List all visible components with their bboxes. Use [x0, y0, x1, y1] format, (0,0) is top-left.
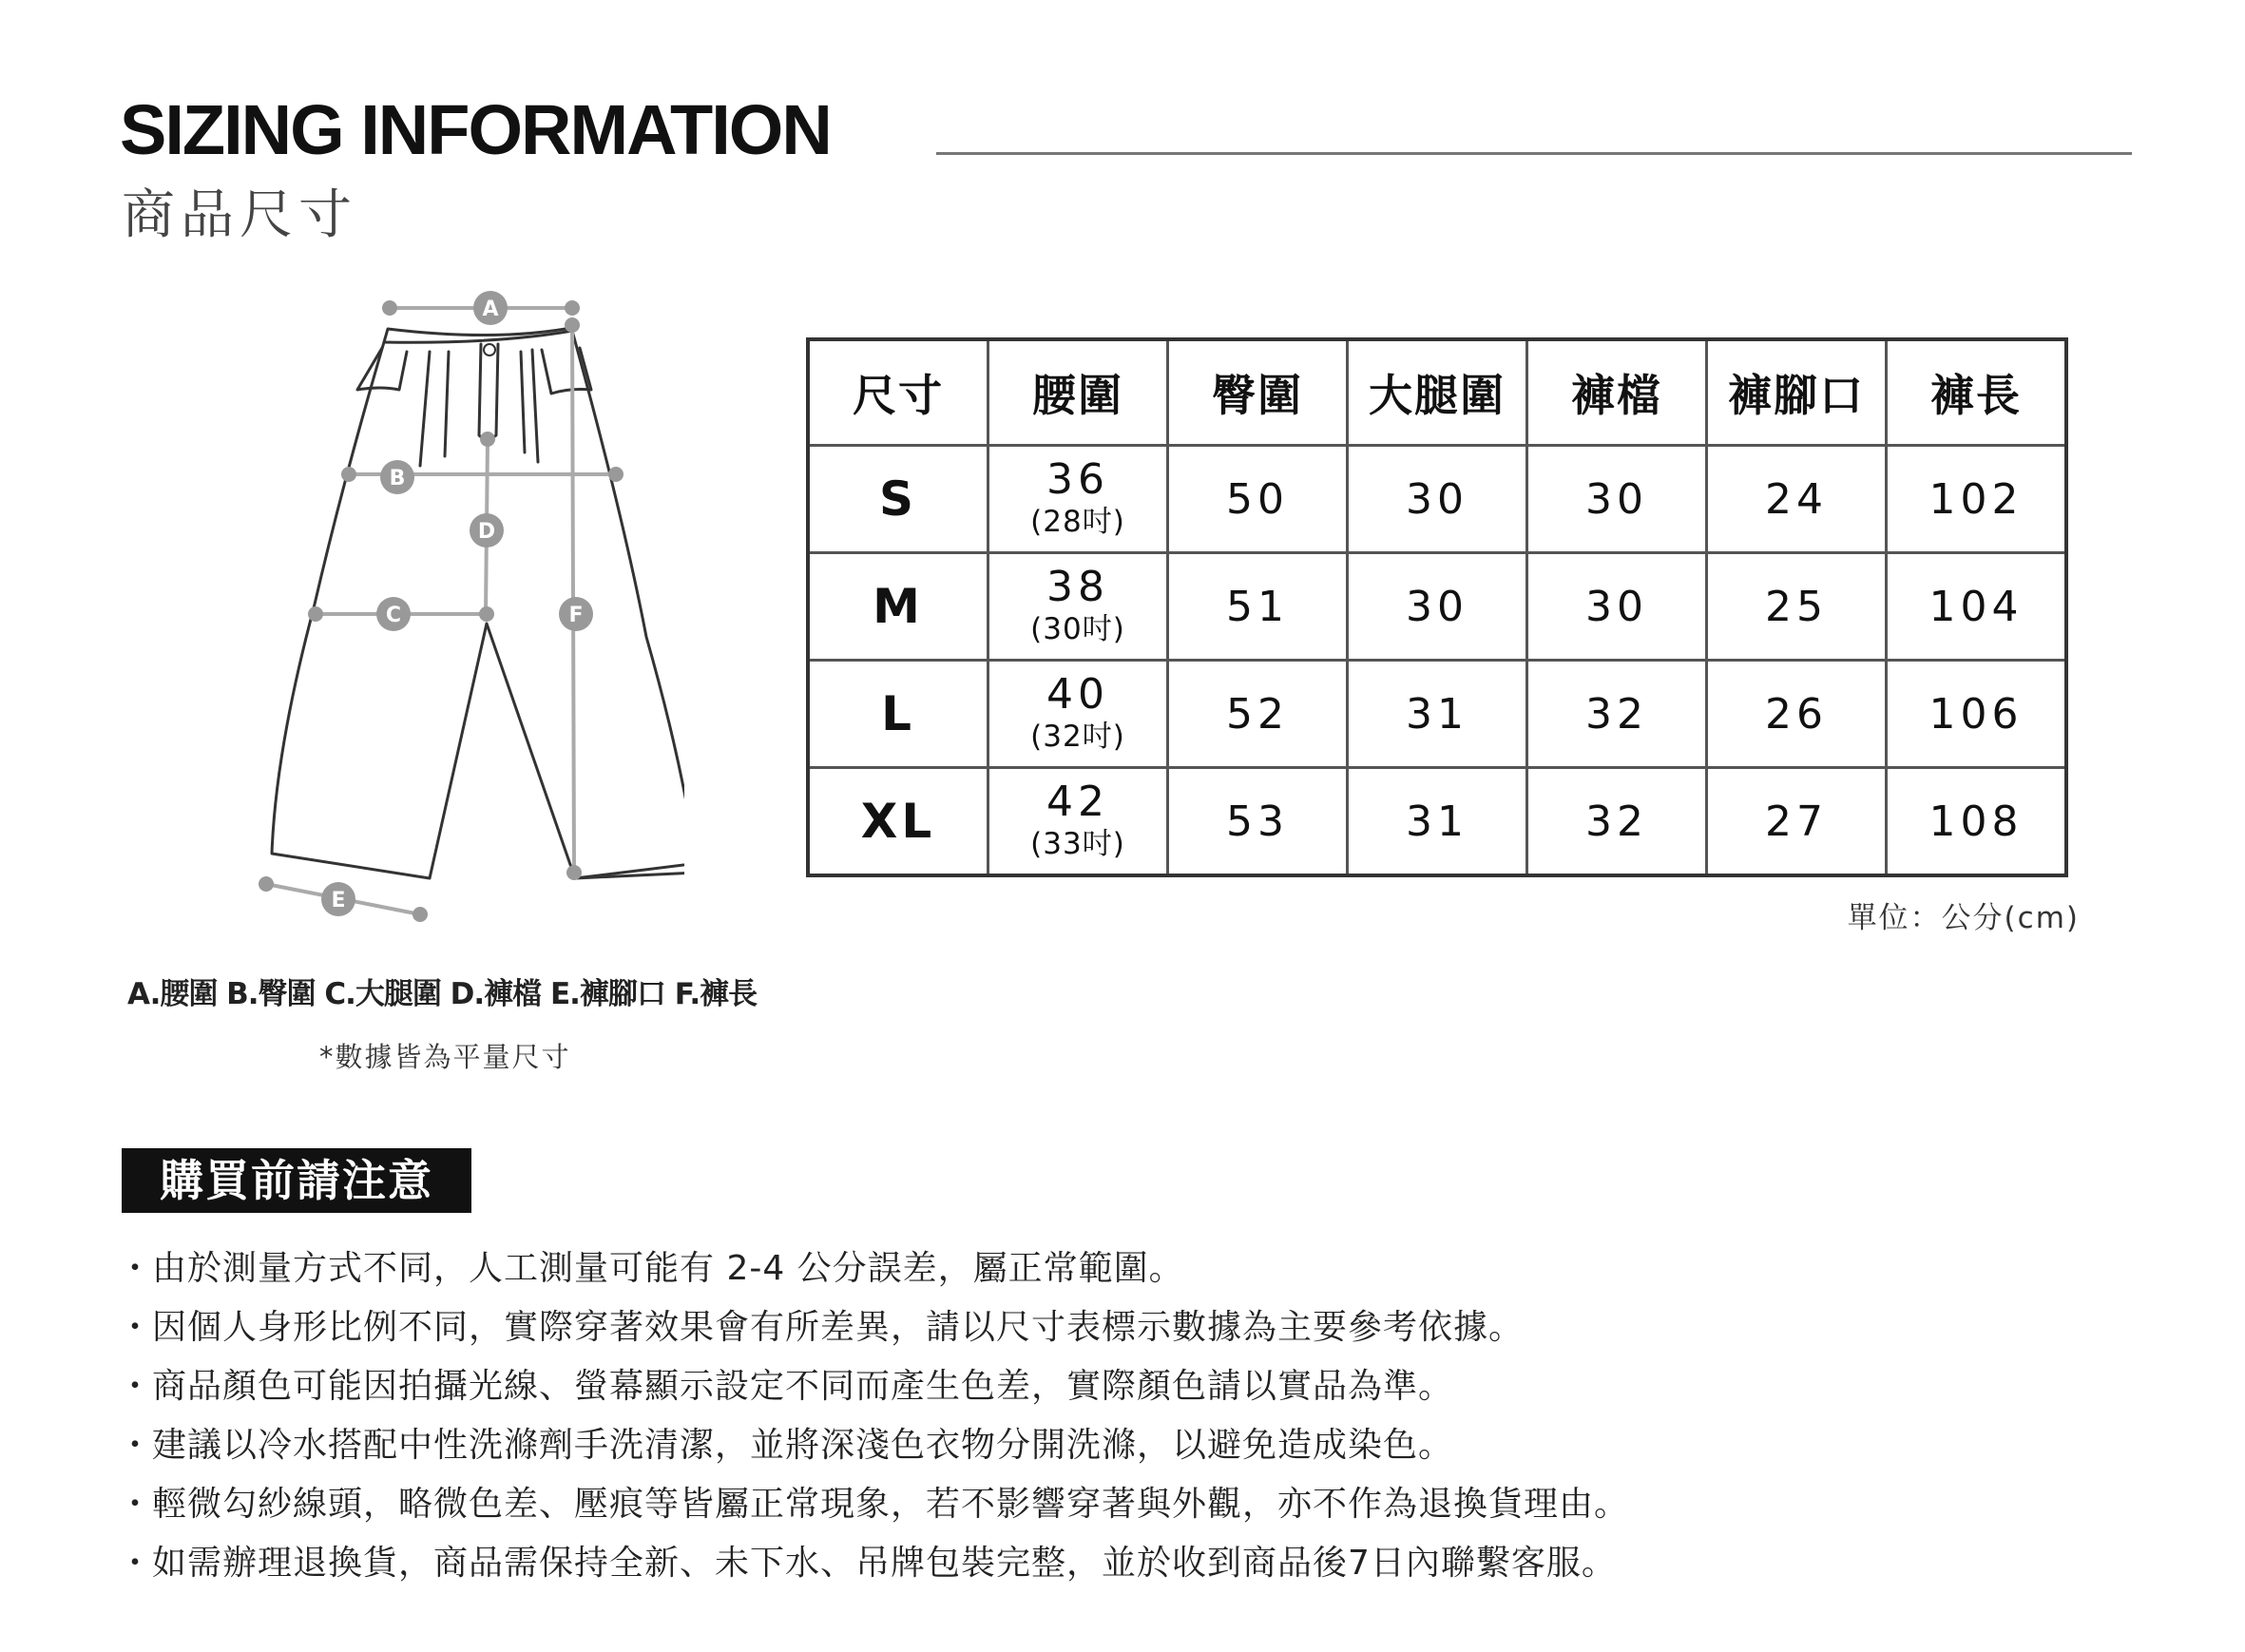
pants-outline: [272, 327, 684, 878]
marker-d: D: [477, 520, 496, 544]
notice-heading: 購買前請注意: [122, 1148, 471, 1213]
size-cell: M: [808, 553, 988, 661]
waist-value: 40: [1046, 670, 1109, 719]
marker-f: F: [568, 604, 584, 627]
note-text: 由於測量方式不同，人工測量可能有 2-4 公分誤差，屬正常範圍。: [152, 1249, 1184, 1288]
bullet-icon: ・: [118, 1308, 154, 1347]
header-size: 尺寸: [808, 339, 988, 446]
waist-inch-value: (28吋): [1030, 505, 1125, 539]
bullet-icon: ・: [118, 1367, 154, 1406]
pants-diagram: [247, 276, 684, 941]
hem-cell: 27: [1707, 768, 1887, 876]
marker-e: E: [331, 889, 346, 912]
page-subtitle: 商品尺寸: [122, 184, 357, 246]
hem-cell: 24: [1707, 446, 1887, 553]
hip-cell: 52: [1168, 661, 1348, 768]
waist-inch-value: (33吋): [1030, 827, 1125, 861]
list-item: [118, 1357, 1629, 1416]
list-item: [118, 1239, 1629, 1298]
table-row-m: [808, 553, 2066, 661]
rise-cell: 30: [1527, 553, 1707, 661]
table-row-xl: [808, 768, 2066, 876]
header-waist: 腰圍: [988, 339, 1168, 446]
length-cell: 106: [1887, 661, 2067, 768]
thigh-cell: 30: [1348, 446, 1527, 553]
hip-cell: 51: [1168, 553, 1348, 661]
note-text: 因個人身形比例不同，實際穿著效果會有所差異，請以尺寸表標示數據為主要參考依據。: [152, 1308, 1525, 1347]
bullet-icon: ・: [118, 1426, 154, 1465]
note-text: 如需辦理退換貨，商品需保持全新、未下水、吊牌包裝完整，並於收到商品後7日內聯繫客服。: [152, 1544, 1617, 1583]
marker-c: C: [385, 604, 402, 627]
marker-b: B: [389, 467, 406, 490]
bullet-icon: ・: [118, 1249, 154, 1288]
waist-cell: [988, 661, 1168, 768]
length-cell: 102: [1887, 446, 2067, 553]
waist-cell: [988, 768, 1168, 876]
header-rise: 褲檔: [1527, 339, 1707, 446]
rise-cell: 32: [1527, 768, 1707, 876]
size-table: [806, 337, 2068, 877]
header-hip: 臀圍: [1168, 339, 1348, 446]
waist-value: 42: [1046, 778, 1109, 826]
table-row-l: [808, 661, 2066, 768]
bullet-icon: ・: [118, 1485, 154, 1524]
measurement-legend: A.腰圍 B.臀圍 C.大腿圍 D.褲檔 E.褲腳口 F.褲長: [127, 977, 758, 1011]
waist-value: 36: [1046, 455, 1109, 504]
table-row-s: [808, 446, 2066, 553]
waist-cell: [988, 446, 1168, 553]
hip-cell: 50: [1168, 446, 1348, 553]
list-item: [118, 1298, 1629, 1357]
note-text: 建議以冷水搭配中性洗滌劑手洗清潔，並將深淺色衣物分開洗滌，以避免造成染色。: [152, 1426, 1454, 1465]
size-cell: XL: [808, 768, 988, 876]
hem-cell: 25: [1707, 553, 1887, 661]
notice-list: [118, 1239, 1629, 1593]
hip-cell: 53: [1168, 768, 1348, 876]
length-cell: 108: [1887, 768, 2067, 876]
marker-a: A: [482, 298, 499, 321]
list-item: [118, 1416, 1629, 1475]
table-header-row: [808, 339, 2066, 446]
bullet-icon: ・: [118, 1544, 154, 1583]
size-cell: S: [808, 446, 988, 553]
waist-value: 38: [1046, 563, 1109, 611]
header-hem: 褲腳口: [1707, 339, 1887, 446]
flat-measure-footnote: *數據皆為平量尺寸: [319, 1041, 571, 1073]
list-item: [118, 1534, 1629, 1593]
waist-inch-value: (30吋): [1030, 612, 1125, 646]
page-title: SIZING INFORMATION: [120, 90, 831, 169]
waist-cell: [988, 553, 1168, 661]
rise-cell: 30: [1527, 446, 1707, 553]
title-divider: [936, 152, 2132, 155]
header-thigh: 大腿圍: [1348, 339, 1527, 446]
note-text: 輕微勾紗線頭，略微色差、壓痕等皆屬正常現象，若不影響穿著與外觀，亦不作為退換貨理由。: [152, 1485, 1630, 1524]
list-item: [118, 1475, 1629, 1534]
size-cell: L: [808, 661, 988, 768]
button-icon: [484, 344, 495, 355]
thigh-cell: 31: [1348, 768, 1527, 876]
note-text: 商品顏色可能因拍攝光線、螢幕顯示設定不同而產生色差，實際顏色請以實品為準。: [152, 1367, 1454, 1406]
hem-cell: 26: [1707, 661, 1887, 768]
unit-label: 單位：公分(cm): [1847, 901, 2080, 935]
thigh-cell: 31: [1348, 661, 1527, 768]
thigh-cell: 30: [1348, 553, 1527, 661]
waist-inch-value: (32吋): [1030, 720, 1125, 754]
rise-cell: 32: [1527, 661, 1707, 768]
length-cell: 104: [1887, 553, 2067, 661]
header-length: 褲長: [1887, 339, 2067, 446]
